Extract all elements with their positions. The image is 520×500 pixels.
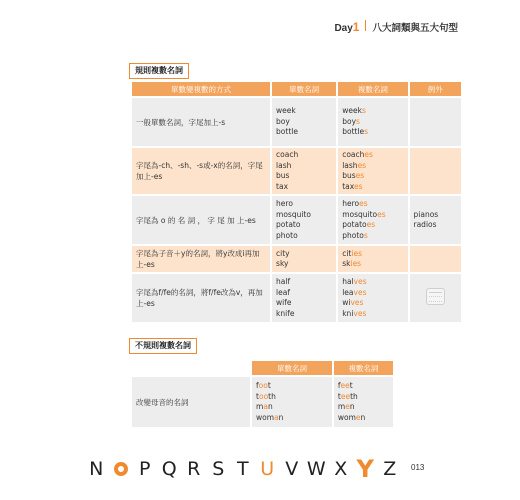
plural-suffix: es xyxy=(366,220,376,229)
exception-cell xyxy=(409,195,463,245)
alphabet-letter: R xyxy=(187,458,201,480)
plural-cell xyxy=(337,245,408,273)
word-stem: mosquito xyxy=(342,209,378,219)
word-part: th xyxy=(268,391,276,401)
word-stem: kni xyxy=(342,308,354,318)
table-row xyxy=(131,273,462,323)
plural-suffix: es xyxy=(357,160,367,170)
singular-word: bus xyxy=(276,171,290,180)
alphabet-letter: Q xyxy=(161,458,177,480)
plural-suffix: ves xyxy=(353,308,367,318)
alphabet-letter: W xyxy=(306,458,326,480)
letter-o-circle xyxy=(114,462,128,476)
plural-word xyxy=(342,309,403,320)
singular-word: photo xyxy=(276,230,298,240)
singular-word: city xyxy=(276,248,290,258)
singular-word xyxy=(256,381,328,392)
table-row xyxy=(131,97,462,147)
word-part: m xyxy=(337,402,346,411)
singular-word: mosquito xyxy=(276,209,311,219)
vowel-change: e xyxy=(355,412,361,422)
vowel-change: oo xyxy=(258,381,268,390)
word-stem: hal xyxy=(342,277,354,286)
plural-suffix: es xyxy=(364,150,373,159)
singular-word: half xyxy=(276,277,291,286)
singular-word: boy xyxy=(276,116,290,126)
plural-word xyxy=(342,150,403,161)
word-stem: potato xyxy=(342,220,367,229)
alphabet-letter: V xyxy=(285,458,299,480)
method-cell: 字尾為-ch、-sh、-s或-x的名詞，字尾加上-es xyxy=(131,147,271,195)
word-stem: week xyxy=(342,106,362,116)
word-stem: boy xyxy=(342,116,357,126)
word-part: m xyxy=(256,402,264,411)
method-cell: 一般單數名詞，字尾加上-s xyxy=(131,97,271,147)
word-stem: lea xyxy=(342,287,354,297)
singular-word: wife xyxy=(276,298,292,307)
word-part: n xyxy=(267,402,273,411)
plural-cell xyxy=(337,195,408,245)
word-part: n xyxy=(278,412,284,422)
word-part: t xyxy=(256,391,259,401)
singular-word xyxy=(256,402,328,413)
plural-word xyxy=(342,127,403,138)
exception-cell xyxy=(409,147,463,195)
irregular-plural-table xyxy=(130,359,395,429)
col-header-singular: 單數名詞 xyxy=(251,360,333,376)
plural-suffix: ies xyxy=(351,248,362,258)
plural-suffix: ves xyxy=(353,287,367,297)
method-cell: 字尾為子音＋y的名詞，將y改成i再加上-es xyxy=(131,245,271,273)
table-row xyxy=(131,376,394,428)
alphabet-letter: Y xyxy=(356,455,374,483)
regular-plural-table xyxy=(130,80,463,324)
plural-word xyxy=(342,199,403,210)
singular-cell xyxy=(271,97,337,147)
word-stem: sk xyxy=(342,259,351,268)
word-part: n xyxy=(349,402,355,411)
plural-word xyxy=(342,288,403,299)
vowel-change: oo xyxy=(258,391,269,401)
col-header-plural: 複數名詞 xyxy=(337,81,408,97)
plural-word xyxy=(338,392,389,403)
plural-cell xyxy=(333,376,394,428)
alphabet-letter: P xyxy=(139,458,151,480)
vowel-change: a xyxy=(263,402,268,411)
singular-word: knife xyxy=(276,308,295,318)
singular-cell xyxy=(271,273,337,323)
singular-word: tax xyxy=(276,181,289,191)
day-number: 1 xyxy=(352,20,360,34)
vowel-change: ee xyxy=(340,391,351,401)
method-cell: 改變母音的名詞 xyxy=(131,376,251,428)
singular-word: bottle xyxy=(276,127,298,137)
plural-cell xyxy=(337,97,408,147)
exception-word: pianos xyxy=(413,209,439,219)
exception-cell xyxy=(409,97,463,147)
alphabet-letter: U xyxy=(260,458,275,480)
word-part: t xyxy=(349,381,353,390)
plural-word xyxy=(342,231,403,242)
plural-cell xyxy=(337,273,408,323)
alphabet-letter: S xyxy=(212,458,225,480)
plural-suffix: ies xyxy=(350,259,362,268)
singular-word: coach xyxy=(276,150,299,159)
chapter-title: 八大詞類與五大句型 xyxy=(372,23,458,34)
word-part: f xyxy=(337,381,341,390)
table-row xyxy=(131,195,462,245)
singular-cell xyxy=(271,147,337,195)
plural-suffix: es xyxy=(359,199,368,208)
table-row xyxy=(131,245,462,273)
exception-cell xyxy=(409,273,463,323)
singular-cell xyxy=(271,245,337,273)
vowel-change: ee xyxy=(340,381,350,390)
word-stem: cit xyxy=(342,248,352,258)
plural-word xyxy=(342,277,403,288)
vowel-change: e xyxy=(345,402,350,411)
plural-word xyxy=(342,117,403,128)
singular-word: potato xyxy=(276,220,301,229)
word-part: wom xyxy=(256,412,275,422)
singular-cell xyxy=(251,376,333,428)
plural-suffix: es xyxy=(353,181,363,191)
word-part: t xyxy=(337,391,341,401)
alphabet-letter: T xyxy=(236,458,249,480)
word-part: t xyxy=(267,381,271,390)
plural-word xyxy=(338,381,389,392)
word-stem: photo xyxy=(342,230,364,240)
word-stem: wi xyxy=(342,298,351,307)
plural-suffix: es xyxy=(355,171,365,180)
plural-word xyxy=(342,259,403,270)
col-header-exception: 例外 xyxy=(409,81,463,97)
alphabet-strip xyxy=(84,455,402,483)
word-stem: bus xyxy=(342,171,356,180)
plural-suffix: s xyxy=(364,127,369,137)
plural-suffix: ves xyxy=(353,277,367,286)
plural-word xyxy=(342,161,403,172)
plural-word xyxy=(342,298,403,309)
alphabet-letter: Z xyxy=(383,458,397,480)
plural-word xyxy=(342,210,403,221)
plural-word xyxy=(342,182,403,193)
exception-word: radios xyxy=(413,220,437,229)
table-row xyxy=(131,147,462,195)
plural-word xyxy=(342,106,403,117)
page-header xyxy=(334,20,458,34)
exception-cell xyxy=(409,245,463,273)
day-label: Day xyxy=(334,23,353,34)
header-divider xyxy=(365,20,366,31)
singular-word: lash xyxy=(276,160,292,170)
word-part: th xyxy=(350,391,358,401)
word-part: wom xyxy=(337,412,356,422)
alphabet-letter: X xyxy=(334,458,348,480)
col-header-plural: 複數名詞 xyxy=(333,360,394,376)
singular-word: sky xyxy=(276,259,289,268)
plural-cell xyxy=(337,147,408,195)
alphabet-letter: N xyxy=(89,458,104,480)
plural-suffix: s xyxy=(363,230,368,240)
col-header-blank xyxy=(131,360,251,376)
page-number: 013 xyxy=(411,463,425,472)
singular-word xyxy=(256,413,328,424)
col-header-singular: 單數名詞 xyxy=(271,81,337,97)
word-stem: tax xyxy=(342,181,354,191)
section-title-irregular: 不規則複數名詞 xyxy=(129,338,197,354)
method-cell: 字尾為f/fe的名詞，將f/fe改為v，再加上-es xyxy=(131,273,271,323)
plural-suffix: s xyxy=(356,116,360,126)
singular-word: week xyxy=(276,106,296,116)
note-icon xyxy=(426,288,445,305)
singular-word: leaf xyxy=(276,287,290,297)
singular-word xyxy=(256,392,328,403)
word-stem: lash xyxy=(342,160,358,170)
col-header-method: 單數變複數的方式 xyxy=(131,81,271,97)
plural-word xyxy=(338,402,389,413)
word-part: f xyxy=(256,381,259,390)
plural-suffix: es xyxy=(377,209,386,219)
singular-word: hero xyxy=(276,199,293,208)
word-stem: bottle xyxy=(342,127,365,137)
plural-word xyxy=(342,249,403,260)
plural-word xyxy=(342,171,403,182)
word-stem: coach xyxy=(342,150,365,159)
plural-word xyxy=(338,413,389,424)
vowel-change: a xyxy=(274,412,279,422)
plural-suffix: ves xyxy=(350,298,364,307)
plural-word xyxy=(342,220,403,231)
singular-cell xyxy=(271,195,337,245)
section-title-regular: 規則複數名詞 xyxy=(129,63,189,79)
plural-suffix: s xyxy=(361,106,366,116)
word-stem: hero xyxy=(342,199,360,208)
word-part: n xyxy=(360,412,366,422)
method-cell: 字尾為 o 的 名 詞 ， 字 尾 加 上-es xyxy=(131,195,271,245)
